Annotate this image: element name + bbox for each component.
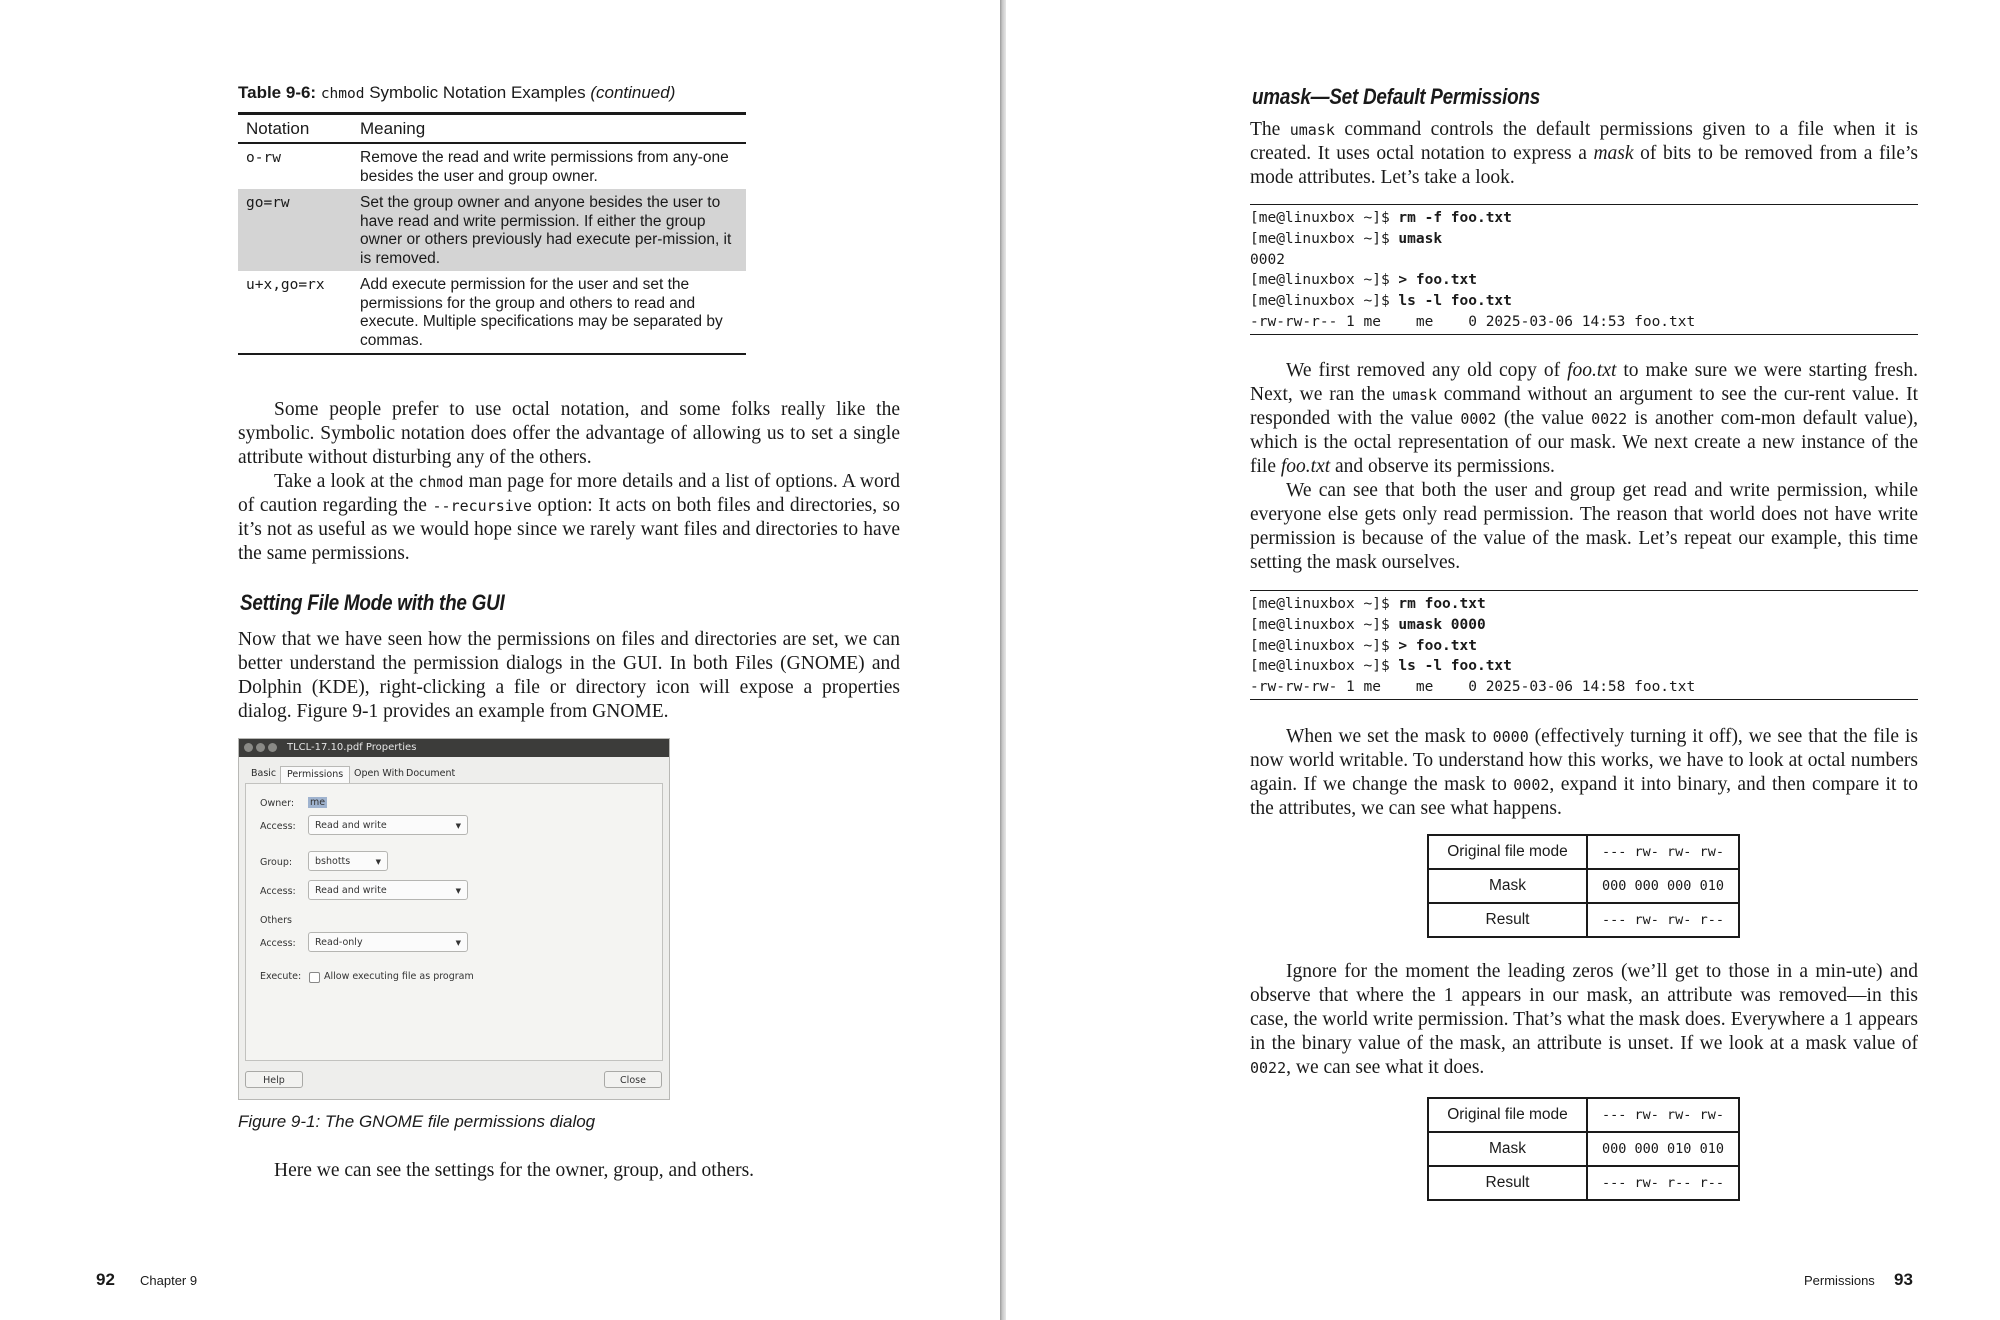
mask-row-label: Result <box>1428 903 1587 937</box>
dialog-title: TLCL-17.10.pdf Properties <box>287 742 417 753</box>
paragraph: Here we can see the settings for the owner, group, and others. <box>274 1160 755 1181</box>
text-run: (the value <box>1496 408 1592 429</box>
chevron-down-icon: ▼ <box>455 887 461 895</box>
right-page <box>1006 0 2000 1320</box>
tab-document[interactable]: Document <box>406 768 456 779</box>
owner-label: Owner: <box>260 798 295 809</box>
table-caption-label: Table 9-6: <box>238 83 317 102</box>
text-run: option: It acts on both files and directories, so it’s not as useful as we would hope since we rarely want files and directories to have the same permissions. <box>238 495 900 564</box>
text-run: Take a look at the <box>274 471 419 492</box>
right-body-text-3 <box>1250 725 1918 821</box>
inline-code: 0022 <box>1591 410 1628 428</box>
right-body-text-4 <box>1250 960 1918 1080</box>
meaning-cell: Set the group owner and anyone besides the user to have read and write permission. If either the group owner or others previously had execute per-mission, it is removed. <box>352 189 746 271</box>
dialog-titlebar <box>239 739 669 757</box>
mask-row-value: 000 000 010 010 <box>1587 1132 1739 1166</box>
table-row <box>238 271 746 354</box>
running-head: Permissions <box>1804 1273 1875 1288</box>
notation-cell: u+x,go=rx <box>238 271 352 354</box>
tab-permissions[interactable]: Permissions <box>280 766 350 783</box>
meaning-cell: Add execute permission for the user and set the permissions for the group and others to read and execute. Multiple specifications may be separated by commas. <box>352 271 746 354</box>
paragraph <box>1250 359 1918 479</box>
paragraph <box>1250 960 1918 1080</box>
table-row <box>1428 1098 1739 1132</box>
left-body-text-2 <box>238 628 900 724</box>
right-body-text-2 <box>1250 359 1918 575</box>
execute-checkbox-label: Allow executing file as program <box>324 971 474 982</box>
section-heading: umask—Set Default Permissions <box>1252 84 1540 109</box>
code-line: [me@linuxbox ~]$ ls -l foo.txt <box>1250 658 1512 675</box>
others-access-value: Read-only <box>315 937 363 948</box>
table-row <box>1428 869 1739 903</box>
running-head: Chapter 9 <box>140 1273 198 1288</box>
text-run: We first removed any old copy of <box>1286 360 1568 381</box>
mask-row-value: 000 000 000 010 <box>1587 869 1739 903</box>
maximize-window-icon[interactable] <box>268 743 277 752</box>
table-row <box>238 143 746 189</box>
header-notation: Notation <box>238 114 352 144</box>
close-window-icon[interactable] <box>244 743 253 752</box>
left-body-text-3 <box>238 1159 900 1183</box>
group-value: bshotts <box>315 856 351 867</box>
paragraph: We can see that both the user and group get read and write permission, while everyone else gets only read permission. The reason that world does not have write permission is because of the value of the mask. Let’s repeat our example, this time setting the mask ourselves. <box>1250 480 1918 573</box>
others-access-dropdown[interactable] <box>308 932 468 952</box>
emphasis: mask <box>1593 143 1634 164</box>
table-row <box>1428 1132 1739 1166</box>
inline-code: umask <box>1391 386 1437 404</box>
text-run: and observe its permissions. <box>1330 456 1555 477</box>
inline-code: umask <box>1289 121 1335 139</box>
access-label: Access: <box>260 886 296 897</box>
access-label: Access: <box>260 821 296 832</box>
text-run: , expand it into binary, and then compare it to the attributes, we can see what happens. <box>1250 774 1918 819</box>
mask-row-value: --- rw- rw- rw- <box>1587 835 1739 869</box>
page-number: 92 <box>96 1270 115 1289</box>
table-row <box>1428 903 1739 937</box>
mask-row-label: Mask <box>1428 869 1587 903</box>
code-line: [me@linuxbox ~]$ > foo.txt <box>1250 637 1477 654</box>
text-run: command without an argument to see the cur-rent value. It responded with the value <box>1250 384 1918 429</box>
group-access-value: Read and write <box>315 885 387 896</box>
left-body-text-1 <box>238 398 900 566</box>
mask-row-label: Result <box>1428 1166 1587 1200</box>
table-caption-code: chmod <box>320 86 365 102</box>
tab-basic[interactable]: Basic <box>251 768 277 779</box>
meaning-cell: Remove the read and write permissions from any-one besides the user and group owner. <box>360 149 729 185</box>
inline-code: --recursive <box>432 497 532 515</box>
table-caption-text: Symbolic Notation Examples <box>369 83 586 102</box>
code-line: -rw-rw-r-- 1 me me 0 2025-03-06 14:53 foo.txt <box>1250 313 1696 330</box>
code-line: [me@linuxbox ~]$ umask 0000 <box>1250 616 1486 633</box>
mask-row-label: Mask <box>1428 1132 1587 1166</box>
chevron-down-icon: ▼ <box>455 822 461 830</box>
group-dropdown[interactable] <box>308 851 388 871</box>
permissions-panel <box>245 783 663 1061</box>
table-row <box>1428 835 1739 869</box>
code-line: [me@linuxbox ~]$ rm -f foo.txt <box>1250 210 1512 226</box>
code-line: 0002 <box>1250 251 1285 268</box>
mask-row-value: --- rw- rw- r-- <box>1587 903 1739 937</box>
others-label: Others <box>260 915 292 926</box>
group-access-dropdown[interactable] <box>308 880 468 900</box>
text-run: to make sure we were starting fresh. Next, we ran the <box>1250 360 1919 405</box>
mask-table-2 <box>1427 1097 1740 1201</box>
properties-dialog <box>238 738 670 1100</box>
emphasis: foo.txt <box>1280 456 1331 477</box>
code-block-2 <box>1250 590 1918 700</box>
code-line: [me@linuxbox ~]$ umask <box>1250 230 1443 247</box>
text-run: , we can see what it does. <box>1286 1057 1485 1078</box>
code-line: -rw-rw-rw- 1 me me 0 2025-03-06 14:58 foo.txt <box>1250 679 1696 696</box>
section-heading: Setting File Mode with the GUI <box>240 590 505 615</box>
table-row <box>238 189 746 271</box>
text-run: When we set the mask to <box>1286 726 1493 747</box>
help-button[interactable]: Help <box>245 1071 303 1088</box>
code-line: [me@linuxbox ~]$ ls -l foo.txt <box>1250 293 1512 310</box>
owner-access-value: Read and write <box>315 820 387 831</box>
mask-table-1 <box>1427 834 1740 938</box>
inline-code: 0002 <box>1513 776 1550 794</box>
table-row <box>1428 1166 1739 1200</box>
mask-row-label: Original file mode <box>1428 1098 1587 1132</box>
execute-checkbox[interactable] <box>309 972 320 983</box>
table-caption-continued: (continued) <box>590 83 676 102</box>
minimize-window-icon[interactable] <box>256 743 265 752</box>
text-run: of bits to be removed from a file’s mode attributes. Let’s take a look. <box>1250 143 1918 188</box>
owner-value: me <box>310 797 326 808</box>
notation-cell: o-rw <box>246 150 281 166</box>
text-run: is another com-mon default value), which is the octal representation of our mask. We next create a new instance of the file <box>1250 408 1918 477</box>
table-caption <box>238 83 675 103</box>
notation-cell: go=rw <box>238 189 352 271</box>
text-run: (effectively turning it off), we see that the file is now world writable. To understand how this works, we have to look at octal numbers again. If we change the mask to <box>1250 726 1918 795</box>
group-label: Group: <box>260 857 293 868</box>
owner-access-dropdown[interactable] <box>308 815 468 835</box>
code-block-1 <box>1250 204 1918 335</box>
emphasis: foo.txt <box>1567 360 1617 381</box>
paragraph <box>1250 725 1918 821</box>
close-button[interactable]: Close <box>604 1071 662 1088</box>
inline-code: chmod <box>418 473 464 491</box>
mask-row-value: --- rw- r-- r-- <box>1587 1166 1739 1200</box>
mask-row-label: Original file mode <box>1428 835 1587 869</box>
chevron-down-icon: ▼ <box>455 939 461 947</box>
chevron-down-icon: ▼ <box>375 858 381 866</box>
code-line: [me@linuxbox ~]$ > foo.txt <box>1250 272 1477 289</box>
inline-code: 0000 <box>1492 728 1529 746</box>
tab-open-with[interactable]: Open With <box>354 768 404 779</box>
code-line: [me@linuxbox ~]$ rm foo.txt <box>1250 596 1486 612</box>
paragraph: Some people prefer to use octal notation, and some folks really like the symbolic. Symbolic notation does offer the advantage of allowing us to set a single attribute without disturbing any of the others. <box>238 399 900 468</box>
inline-code: 0002 <box>1460 410 1497 428</box>
paragraph <box>1250 118 1918 190</box>
execute-label: Execute: <box>260 971 302 982</box>
mask-row-value: --- rw- rw- rw- <box>1587 1098 1739 1132</box>
text-run: Ignore for the moment the leading zeros (we’ll get to those in a min-ute) and observe that where the 1 appears in our mask, an attribute was removed—in this case, the world write permission. That’s what the mask does. Everywhere a 1 appears in the binary value of the mask, an attribute is unset. If we look at a mask value of <box>1250 961 1918 1054</box>
text-run: command controls the default permissions given to a file when it is created. It uses octal notation to express a <box>1250 119 1918 164</box>
text-run: man page for more details and a list of options. A word of caution regarding the <box>238 471 901 516</box>
notation-table <box>238 112 746 355</box>
header-meaning: Meaning <box>352 114 746 144</box>
paragraph <box>238 470 900 566</box>
table-header-row <box>238 114 746 144</box>
text-run: The <box>1250 119 1290 140</box>
page-number: 93 <box>1894 1270 1913 1289</box>
paragraph: Now that we have seen how the permissions on files and directories are set, we can better understand the permission dialogs in the GUI. In both Files (GNOME) and Dolphin (KDE), right-clicking a file or directory icon will expose a properties dialog. Figure 9-1 provides an example from GNOME. <box>238 629 900 722</box>
inline-code: 0022 <box>1250 1059 1287 1077</box>
figure-caption: Figure 9-1: The GNOME file permissions dialog <box>238 1112 596 1131</box>
right-body-text-1 <box>1250 118 1918 190</box>
access-label: Access: <box>260 938 296 949</box>
